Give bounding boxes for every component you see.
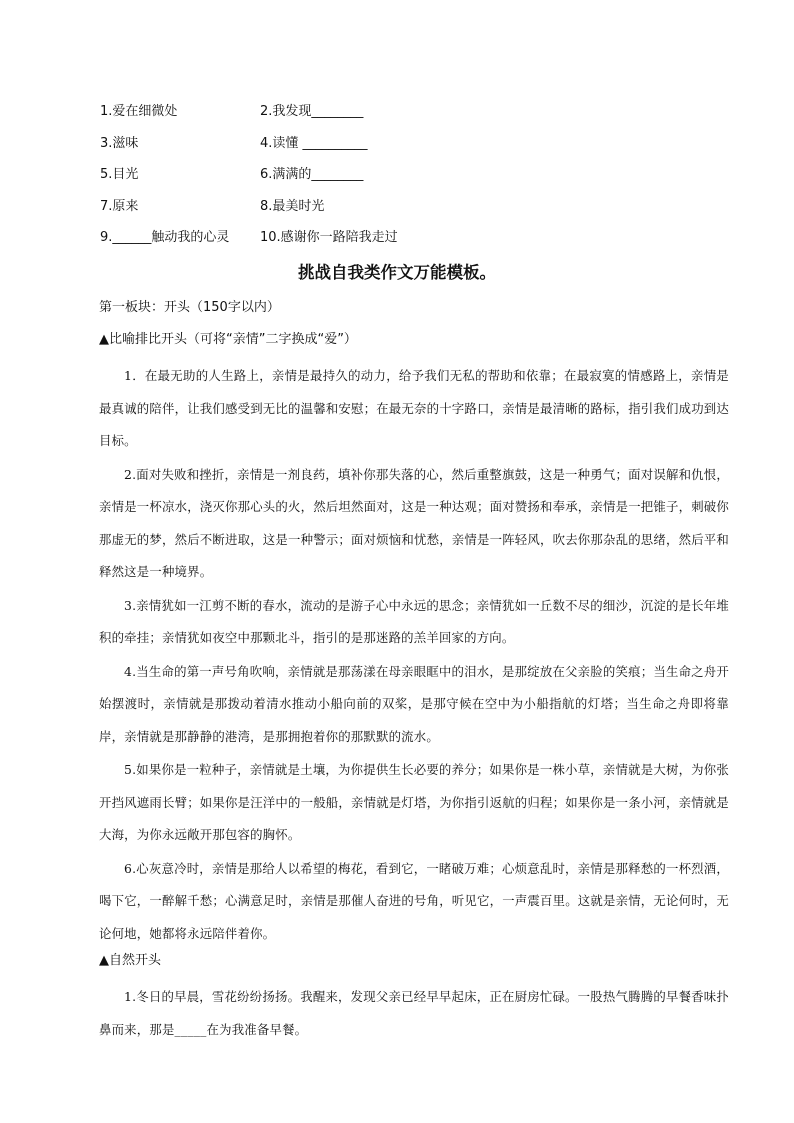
template-content (99, 298, 729, 1047)
title-item: 5.目光 (100, 167, 139, 182)
title-item: 8.最美时光 (260, 198, 325, 214)
paragraph: 2.面对失败和挫折，亲情是一剂良药，填补你那失落的心，然后重整旗鼓，这是一种勇气；面对误解和仇恨，亲情是一杯凉水，浇灭你那心头的火，然后坦然面对，这是一种达观；面对赞扬和奉承，亲情是一把锥子，刺破你那虚无的梦，然后不断进取，这是一种警示；面对烦恼和忧愁，亲情是一阵轻风，吹去你那杂乱的思绪，然后平和释然这是一种境界。 (99, 466, 729, 579)
title-item: 2.我发现________ (260, 104, 364, 119)
title-row (100, 165, 700, 197)
title-row (100, 228, 700, 260)
title-row (100, 134, 700, 166)
paragraph: 1.冬日的早晨，雪花纷纷扬扬。我醒来，发现父亲已经早早起床，正在厨房忙碌。一股热气腾腾的早餐香味扑鼻而来，那是_____在为我准备早餐。 (99, 989, 729, 1037)
title-item: 6.满满的________ (260, 167, 364, 182)
subsection-label: ▲自然开头 (99, 953, 161, 968)
title-row (100, 197, 700, 229)
paragraph: 5.如果你是一粒种子，亲情就是土壤，为你提供生长必要的养分；如果你是一株小草，亲情就是大树，为你张开挡风遮雨长臂；如果你是汪洋中的一般船，亲情就是灯塔，为你指引返航的归程；如果你是一条小河，亲情就是大海，为你永远敞开那包容的胸怀。 (99, 762, 729, 842)
title-item: 4.读懂 __________ (260, 135, 368, 151)
paragraph: 4.当生命的第一声号角吹响，亲情就是那荡漾在母亲眼眶中的泪水，是那绽放在父亲脸的笑痕；当生命之舟开始摆渡时，亲情就是那拨动着清水推动小船向前的双桨，是那守候在空中为小船指航的灯塔；当生命之舟即将靠岸，亲情就是那静静的港湾，是那拥抱着你的那默默的流水。 (99, 663, 729, 744)
paragraph: 6.心灰意冷时，亲情是那给人以希望的梅花，看到它，一睹破万难；心烦意乱时，亲情是那释愁的一杯烈酒，喝下它，一醉解千愁；心满意足时，亲情是那催人奋进的号角，听见它，一声震百里。这就是亲情，无论何时，无论何地，她都将永远陪伴着你。 (99, 860, 729, 941)
title-item: 3.滋味 (100, 135, 139, 151)
essay-title-list (100, 102, 700, 260)
subsection-label: ▲比喻排比开头（可将“亲情”二字换成“爱”） (99, 332, 357, 347)
title-item: 1.爱在细微处 (100, 104, 178, 119)
title-item: 10.感谢你一路陪我走过 (260, 230, 398, 245)
title-item: 9.______触动我的心灵 (100, 230, 230, 245)
title-row (100, 102, 700, 134)
paragraph: 3.亲情犹如一江剪不断的春水，流动的是游子心中永远的思念；亲情犹如一丘数不尽的细沙，沉淀的是长年堆积的牵挂；亲情犹如夜空中那颗北斗，指引的是那迷路的羔羊回家的方向。 (99, 597, 729, 645)
title-item: 7.原来 (100, 198, 139, 214)
section-label: 第一板块：开头（150字以内） (99, 300, 280, 315)
paragraph: 1．在最无助的人生路上，亲情是最持久的动力，给予我们无私的帮助和依靠；在最寂寞的情感路上，亲情是最真诚的陪伴，让我们感受到无比的温馨和安慰；在最无奈的十字路口，亲情是最清晰的路标，指引我们成功到达目标。 (99, 368, 729, 448)
page-heading: 挑战自我类作文万能模板。 (298, 263, 496, 282)
